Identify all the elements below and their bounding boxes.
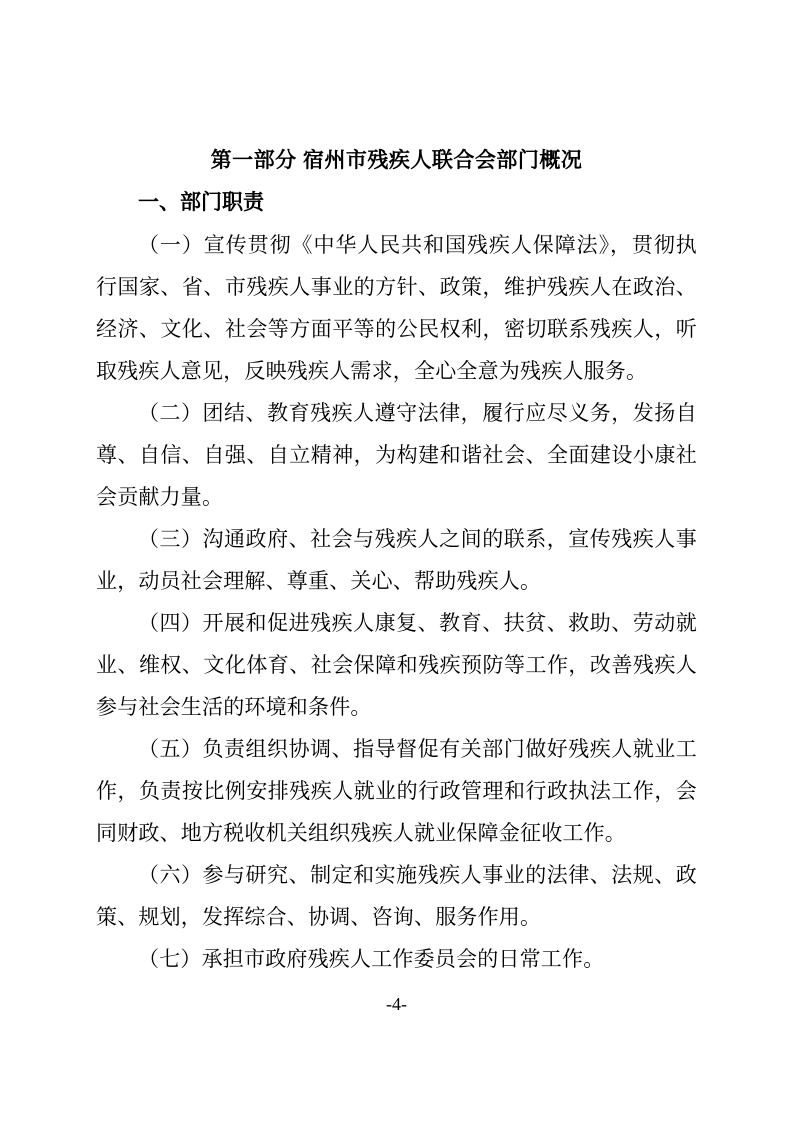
- paragraph: （七）承担市政府残疾人工作委员会的日常工作。: [138, 947, 605, 971]
- section-heading: 一、部门职责: [138, 191, 264, 214]
- paragraph: （二）团结、教育残疾人遵守法律，履行应尽义务，发扬自尊、自信、自强、自立精神，为构建和谐社会、全面建设小康社会贡献力量。: [96, 401, 697, 509]
- paragraph: （六）参与研究、制定和实施残疾人事业的法律、法规、政策、规划，发挥综合、协调、咨询、服务作用。: [96, 863, 697, 929]
- paragraph: （四）开展和促进残疾人康复、教育、扶贫、救助、劳动就业、维权、文化体育、社会保障和残疾预防等工作，改善残疾人参与社会生活的环境和条件。: [96, 611, 697, 719]
- paragraph: （三）沟通政府、社会与残疾人之间的联系，宣传残疾人事业，动员社会理解、尊重、关心、帮助残疾人。: [96, 527, 697, 593]
- page-number: -4-: [386, 994, 407, 1014]
- paragraph: （五）负责组织协调、指导督促有关部门做好残疾人就业工作，负责按比例安排残疾人就业的行政管理和行政执法工作，会同财政、地方税收机关组织残疾人就业保障金征收工作。: [96, 737, 697, 845]
- paragraph: （一）宣传贯彻《中华人民共和国残疾人保障法》，贯彻执行国家、省、市残疾人事业的方针、政策，维护残疾人在政治、经济、文化、社会等方面平等的公民权利，密切联系残疾人，听取残疾人意见，反映残疾人需求，全心全意为残疾人服务。: [96, 233, 697, 383]
- document-title: 第一部分 宿州市残疾人联合会部门概况: [210, 149, 583, 172]
